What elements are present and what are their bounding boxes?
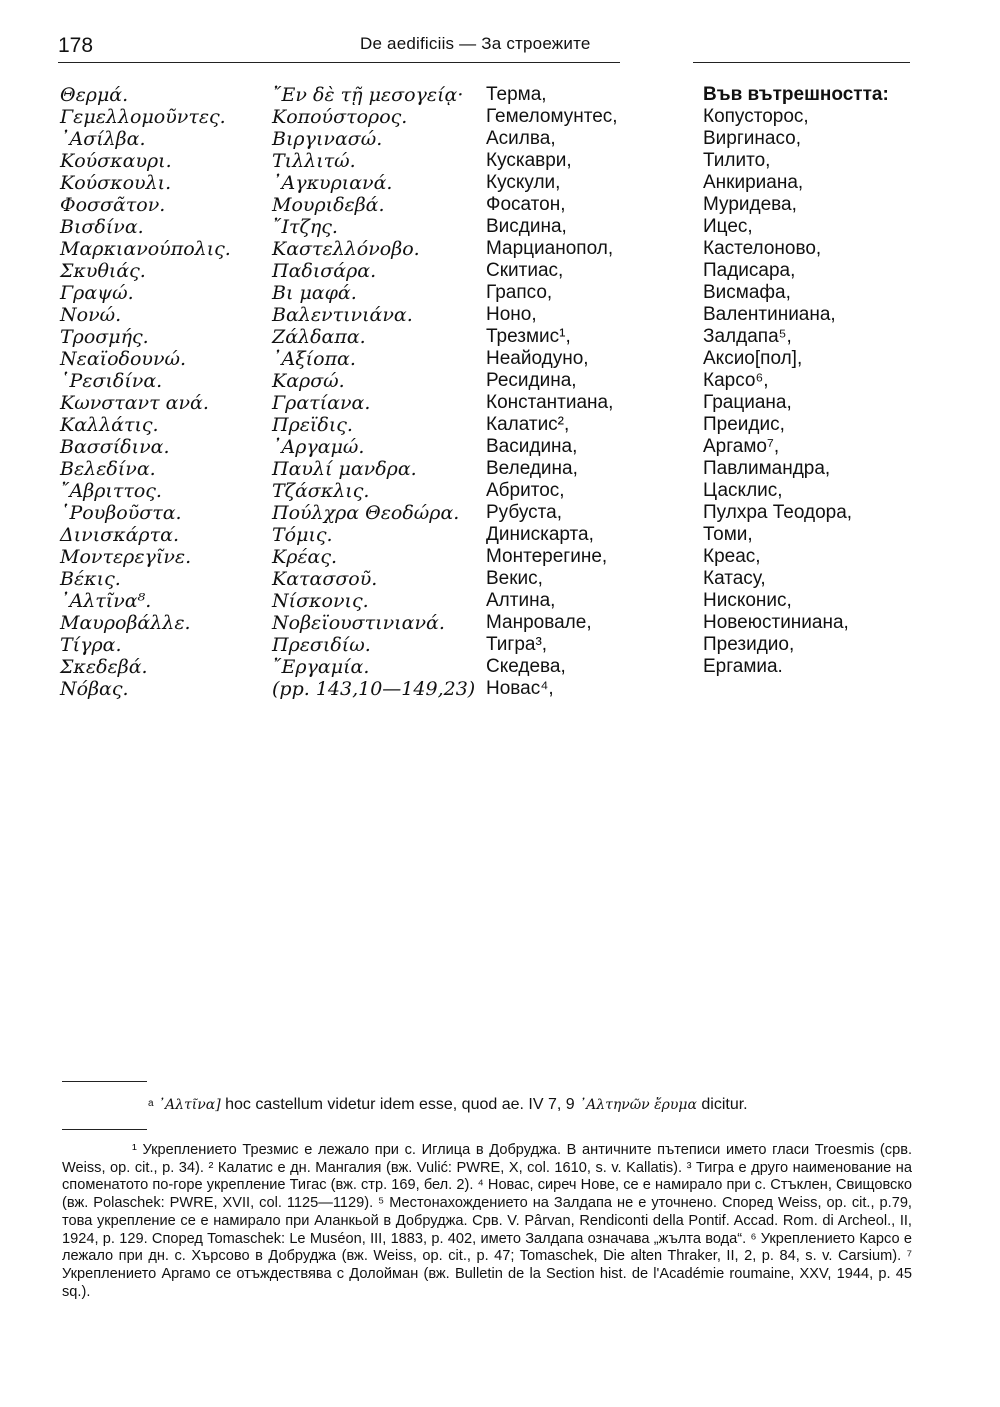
bulgarian-place-name: Аргамо⁷, xyxy=(703,436,780,457)
greek-place-name: ῎Εργαμία. xyxy=(272,656,370,678)
greek-place-name: Κοπούστορος. xyxy=(272,106,408,128)
greek-place-name: Βι μαφά. xyxy=(272,282,357,304)
bulgarian-place-name: Калатис², xyxy=(486,414,570,435)
greek-place-name: Μοντερεγῖνε. xyxy=(60,546,192,568)
bulgarian-place-name: Катасу, xyxy=(703,568,766,589)
greek-place-name: Κρέας. xyxy=(272,546,338,568)
bulgarian-place-name: Карсо⁶, xyxy=(703,370,769,391)
bulgarian-place-name: Неайодуно, xyxy=(486,348,589,369)
greek-place-name: Τζάσκλις. xyxy=(272,480,370,502)
critical-note-greek: ᾿Αλτηνῶν ἔρυμα xyxy=(579,1097,697,1113)
bulgarian-place-name: Томи, xyxy=(703,524,753,545)
greek-place-name: Τόμις. xyxy=(272,524,333,546)
greek-place-name: Βισδίνα. xyxy=(60,216,144,238)
greek-place-name: Σκυθιάς. xyxy=(60,260,146,282)
bulgarian-place-name: Копусторос, xyxy=(703,106,809,127)
bulgarian-place-name: Анкириана, xyxy=(703,172,804,193)
bulgarian-place-name: Веледина, xyxy=(486,458,578,479)
greek-place-name: ῎Αβριττος. xyxy=(60,480,162,502)
critical-note-text: hoc castellum videtur idem esse, quod ae. IV 7, 9 xyxy=(225,1096,575,1113)
bulgarian-place-name: Преидис, xyxy=(703,414,785,435)
bulgarian-place-name: Грациана, xyxy=(703,392,792,413)
greek-place-name: Γραψώ. xyxy=(60,282,134,304)
greek-place-name: ῾Ρεσιδίνα. xyxy=(60,370,163,392)
greek-place-name: ῎Ιτζης. xyxy=(272,216,338,238)
greek-place-name: Τίγρα. xyxy=(60,634,122,656)
greek-place-name: Τροσμής. xyxy=(60,326,149,348)
bulgarian-place-name: Тилито, xyxy=(703,150,771,171)
greek-place-name: Ζάλδαπα. xyxy=(272,326,366,348)
header-rule-right xyxy=(693,62,910,63)
greek-place-name: ᾿Αργαμώ. xyxy=(272,436,365,458)
bulgarian-place-name: Във вътрешността: xyxy=(703,84,889,105)
bulgarian-place-name: Кускаври, xyxy=(486,150,572,171)
bulgarian-place-name: Ноно, xyxy=(486,304,537,325)
greek-place-name: ᾿Αλτῖνα⁸. xyxy=(60,590,152,612)
greek-place-name: Θερμά. xyxy=(60,84,129,106)
footnote-rule xyxy=(62,1129,147,1130)
greek-place-name: ᾿Αγκυριανά. xyxy=(272,172,393,194)
critical-note-lemma: ᾿Αλτῖνα] xyxy=(158,1097,221,1113)
greek-place-name: Νοβεϊουστινιανά. xyxy=(272,612,445,634)
bulgarian-place-name: Новас⁴, xyxy=(486,678,554,699)
greek-place-name: Παδισάρα. xyxy=(272,260,377,282)
bulgarian-place-name: Ицес, xyxy=(703,216,753,237)
greek-place-name: Τιλλιτώ. xyxy=(272,150,356,172)
bulgarian-place-name: Динискарта, xyxy=(486,524,594,545)
greek-place-name: Φοσσᾶτον. xyxy=(60,194,166,216)
bulgarian-place-name: Грапсо, xyxy=(486,282,553,303)
critical-note-text-end: dicitur. xyxy=(701,1096,748,1113)
greek-place-name: Βελεδίνα. xyxy=(60,458,156,480)
bulgarian-place-name: Цасклис, xyxy=(703,480,783,501)
bulgarian-column-2 xyxy=(703,84,889,678)
greek-place-name: Βαλεντινιάνα. xyxy=(272,304,413,326)
bulgarian-place-name: Скедева, xyxy=(486,656,566,677)
bulgarian-place-name: Абритос, xyxy=(486,480,565,501)
bulgarian-place-name: Кастелоново, xyxy=(703,238,822,259)
greek-place-name: Καρσώ. xyxy=(272,370,345,392)
greek-place-name: Δινισκάρτα. xyxy=(60,524,179,546)
footnotes xyxy=(62,1142,912,1301)
greek-place-name: Νίσκονις. xyxy=(272,590,369,612)
bulgarian-place-name: Пулхра Теодора, xyxy=(703,502,853,523)
running-head: De aedificiis — За строежите xyxy=(360,34,591,53)
bulgarian-place-name: Муридева, xyxy=(703,194,797,215)
bulgarian-place-name: Залдапа⁵, xyxy=(703,326,792,347)
bulgarian-place-name: Павлимандра, xyxy=(703,458,831,479)
greek-column-1 xyxy=(60,84,231,700)
bulgarian-column-1 xyxy=(486,84,618,700)
bulgarian-place-name: Падисара, xyxy=(703,260,796,281)
bulgarian-place-name: Векис, xyxy=(486,568,543,589)
bulgarian-place-name: Креас, xyxy=(703,546,761,567)
page-number: 178 xyxy=(58,34,94,57)
greek-place-name: Πρεϊδις. xyxy=(272,414,353,436)
bulgarian-place-name: Нисконис, xyxy=(703,590,792,611)
bulgarian-place-name: Висдина, xyxy=(486,216,567,237)
bulgarian-place-name: Тигра³, xyxy=(486,634,548,655)
bulgarian-place-name: Трезмис¹, xyxy=(486,326,571,347)
bulgarian-place-name: Фосатон, xyxy=(486,194,566,215)
greek-place-name: Γεμελλομοῦντες. xyxy=(60,106,226,128)
bulgarian-place-name: Скитиас, xyxy=(486,260,564,281)
header-rule-left xyxy=(58,62,620,63)
greek-place-name: Παυλί μανδρα. xyxy=(272,458,417,480)
bulgarian-place-name: Ергамиа. xyxy=(703,656,783,677)
greek-place-name: Βιργινασώ. xyxy=(272,128,383,150)
greek-place-name: Πρεσιδίω. xyxy=(272,634,371,656)
greek-place-name: Κατασσοῦ. xyxy=(272,568,378,590)
greek-place-name: Βασσίδινα. xyxy=(60,436,170,458)
bulgarian-place-name: Асилва, xyxy=(486,128,556,149)
greek-place-name: Κωνσταντ ανά. xyxy=(60,392,209,414)
footnote-block: ¹ Укреплението Трезмис е лежало при с. Иглица в Добруджа. В античните пътеписи името гласи Troesmis (срв. Weiss, op. cit., p. 34). ² Калатис е дн. Мангалия (вж. Vulić: PWRE, X, col. 1610, s. v. Kallatis). ³ Тигра е друго наименование на споменатото по-горе укрепление Тигас (вж. стр. 169, бел. 2). ⁴ Новас, сиреч Нове, се е намирало при с. Стъклен, Свищовско (вж. Polaschek: PWRE, XVII, col. 1125—1129). ⁵ Местонахождението на Залдапа не е уточнено. Според Weiss, op. cit., p.79, това укрепление се е намирало при Аланкьой в Добруджа. Срв. V. Pârvan, Rendiconti della Pontif. Accad. Rom. di Archeol., II, 1924, p. 129. Според Tomaschek: Le Muséon, III, 1883, p. 402, името Залдапа означава „жълта вода“. ⁶ Укреплението Карсо е лежало при дн. с. Хърсово в Добруджа (вж. Weiss, op. cit., p. 47; Tomaschek, Die alten Thraker, II, 2, p. 84, s. v. Carsium). ⁷ Укреплението Аргамо се отъждествява с Долойман (вж. Bulletin de la Section hist. de l'Académie roumaine, XXV, 1944, p. 45 sq.). xyxy=(62,1142,912,1300)
bulgarian-place-name: Аксио[пол], xyxy=(703,348,803,369)
greek-column-2 xyxy=(272,84,475,700)
greek-place-name: Μαρκιανούπολις. xyxy=(60,238,231,260)
bulgarian-place-name: Васидина, xyxy=(486,436,578,457)
greek-place-name: ῎Εν δὲ τῇ μεσογείᾳ· xyxy=(272,84,464,106)
greek-place-name: Νεαϊοδουνώ. xyxy=(60,348,187,370)
greek-place-name: (pp. 143,10—149,23) xyxy=(272,678,476,700)
bulgarian-place-name: Гемеломунтес, xyxy=(486,106,618,127)
critical-note xyxy=(148,1096,748,1114)
bulgarian-place-name: Кускули, xyxy=(486,172,561,193)
greek-place-name: Καλλάτις. xyxy=(60,414,159,436)
bulgarian-place-name: Алтина, xyxy=(486,590,556,611)
greek-place-name: Βέκις. xyxy=(60,568,121,590)
greek-place-name: ᾿Αξίοπα. xyxy=(272,348,356,370)
critical-note-marker: a xyxy=(148,1098,154,1109)
greek-place-name: Νονώ. xyxy=(60,304,122,326)
bulgarian-place-name: Рубуста, xyxy=(486,502,562,523)
greek-place-name: Γρατίανα. xyxy=(272,392,371,414)
greek-place-name: Μαυροβάλλε. xyxy=(60,612,191,634)
bulgarian-place-name: Марцианопол, xyxy=(486,238,614,259)
bulgarian-place-name: Константиана, xyxy=(486,392,614,413)
greek-place-name: ῾Ρουβοῦστα. xyxy=(60,502,182,524)
greek-place-name: Πούλχρα Θεοδώρα. xyxy=(272,502,460,524)
bulgarian-place-name: Президио, xyxy=(703,634,795,655)
bulgarian-place-name: Монтерегине, xyxy=(486,546,608,567)
bulgarian-place-name: Валентиниана, xyxy=(703,304,836,325)
bulgarian-place-name: Новеюстиниана, xyxy=(703,612,849,633)
bulgarian-place-name: Терма, xyxy=(486,84,547,105)
greek-place-name: ᾿Ασίλβα. xyxy=(60,128,146,150)
greek-place-name: Σκεδεβά. xyxy=(60,656,148,678)
greek-place-name: Καστελλόνοβο. xyxy=(272,238,420,260)
greek-place-name: Κούσκουλι. xyxy=(60,172,172,194)
bulgarian-place-name: Висмафа, xyxy=(703,282,791,303)
greek-place-name: Νόβας. xyxy=(60,678,129,700)
critical-note-rule xyxy=(62,1081,147,1082)
greek-place-name: Κούσκαυρι. xyxy=(60,150,172,172)
bulgarian-place-name: Виргинасо, xyxy=(703,128,802,149)
greek-place-name: Μουριδεβά. xyxy=(272,194,385,216)
bulgarian-place-name: Ресидина, xyxy=(486,370,577,391)
bulgarian-place-name: Манровале, xyxy=(486,612,592,633)
